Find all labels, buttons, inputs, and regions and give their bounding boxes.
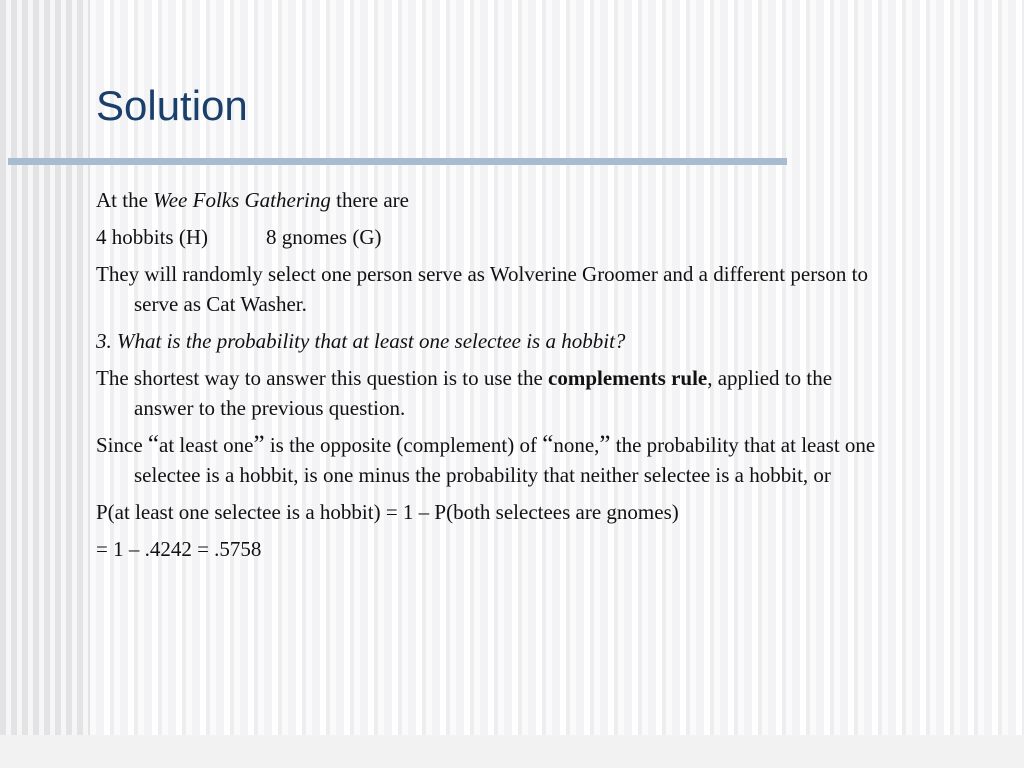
exp-d: none, (553, 433, 600, 457)
bottom-band (0, 735, 1024, 768)
method-text (96, 363, 896, 423)
exp-c: is the opposite (complement) of (264, 433, 543, 457)
exp-b: at least one (159, 433, 254, 457)
question-italic: 3. What is the probability that at least one selectee is a hobbit? (96, 329, 626, 353)
method-text-start: The shortest way to answer this question is to use the (96, 366, 549, 390)
result-equation: = 1 – .4242 = .5758 (96, 537, 262, 561)
slide-body (96, 185, 896, 571)
hobbit-count: 4 hobbits (H) (96, 225, 208, 249)
selection-description: They will randomly select one person serve as Wolverine Groomer and a different person to serve as Cat Washer. (96, 262, 868, 316)
intro-text: At the (96, 188, 154, 212)
complements-rule: complements rule (548, 366, 708, 390)
event-name: Wee Folks Gathering (153, 188, 331, 212)
intro-line (96, 185, 896, 215)
slide-title: Solution (96, 82, 248, 129)
exp-e: the probability that at least one selectee is a hobbit, is one minus the probability that neither selectee is a hobbit, or (134, 433, 876, 487)
counts-line (96, 222, 896, 252)
background-stripes (0, 0, 90, 735)
intro-text-end: there are (330, 188, 409, 212)
probability-equation: P(at least one selectee is a hobbit) = 1 – P(both selectees are gnomes) (96, 500, 679, 524)
complement-explanation (96, 430, 896, 490)
exp-a: Since (96, 433, 148, 457)
close-quote: ” (253, 431, 265, 458)
open-quote-2: “ (542, 431, 554, 458)
question-text (96, 326, 896, 356)
close-quote-2: ” (599, 431, 611, 458)
title-rule (8, 158, 787, 165)
open-quote: “ (147, 431, 160, 458)
gnome-count: 8 gnomes (G) (266, 225, 382, 249)
method-text-end: , applied to the answer to the previous question. (134, 366, 833, 420)
